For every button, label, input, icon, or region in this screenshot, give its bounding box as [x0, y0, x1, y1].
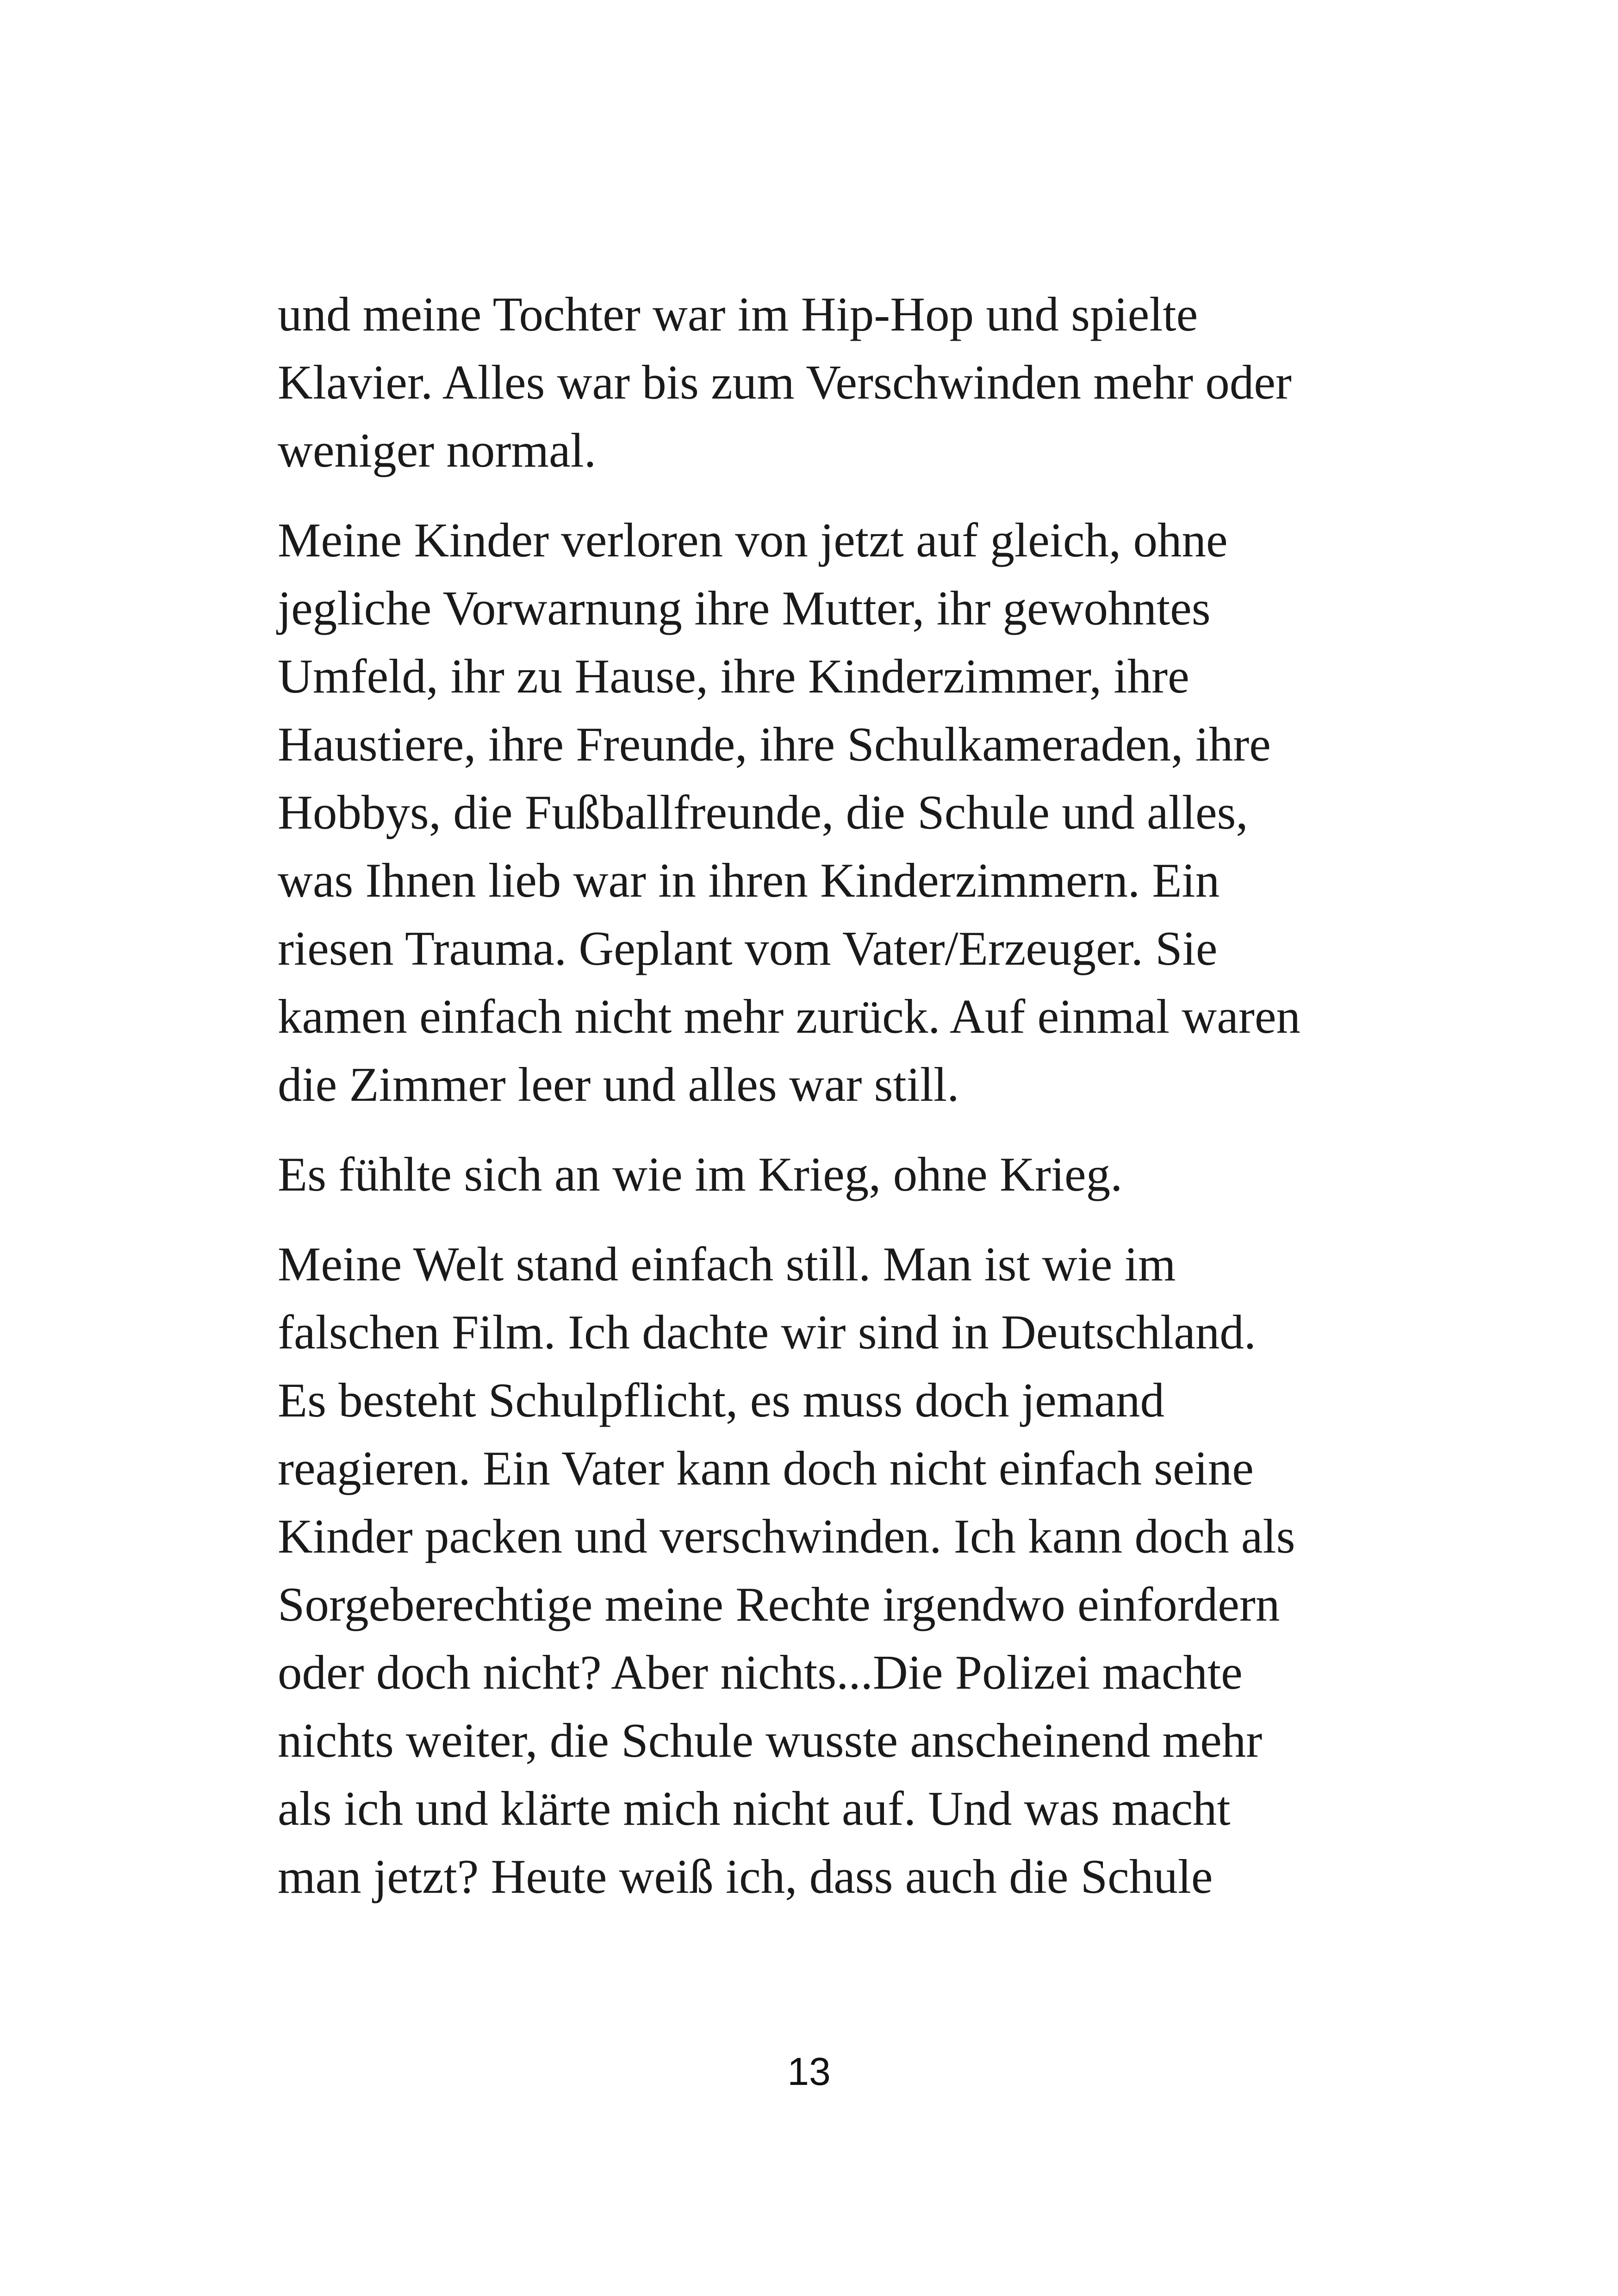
text-line: reagieren. Ein Vater kann doch nicht einfach seine: [278, 1441, 1254, 1495]
text-line: Meine Kinder verloren von jetzt auf gleich, ohne: [278, 513, 1228, 567]
text-line: weniger normal.: [278, 423, 597, 477]
paragraph: [278, 506, 1342, 1118]
text-line: als ich und klärte mich nicht auf. Und was macht: [278, 1781, 1231, 1835]
text-line: Kinder packen und verschwinden. Ich kann doch als: [278, 1509, 1295, 1563]
text-line: was Ihnen lieb war in ihren Kinderzimmern. Ein: [278, 853, 1220, 907]
text-line: man jetzt? Heute weiß ich, dass auch die Schule: [278, 1849, 1213, 1903]
text-line: kamen einfach nicht mehr zurück. Auf einmal waren: [278, 989, 1301, 1043]
text-line: riesen Trauma. Geplant vom Vater/Erzeuger. Sie: [278, 921, 1218, 975]
paragraph: [278, 280, 1342, 484]
text-line: nichts weiter, die Schule wusste anscheinend mehr: [278, 1713, 1263, 1767]
text-line: Hobbys, die Fußballfreunde, die Schule und alles,: [278, 785, 1248, 839]
text-line: falschen Film. Ich dachte wir sind in Deutschland.: [278, 1305, 1257, 1359]
text-line: Klavier. Alles war bis zum Verschwinden mehr oder: [278, 355, 1292, 409]
text-line: Sorgeberechtige meine Rechte irgendwo einfordern: [278, 1577, 1280, 1631]
paragraph: [278, 1230, 1342, 1910]
paragraph: [278, 1140, 1342, 1208]
text-line: Meine Welt stand einfach still. Man ist wie im: [278, 1237, 1176, 1291]
body-text: [278, 280, 1342, 1932]
page-number: 13: [787, 2050, 831, 2093]
text-line: Haustiere, ihre Freunde, ihre Schulkameraden, ihre: [278, 717, 1271, 771]
text-line: oder doch nicht? Aber nichts...Die Polizei machte: [278, 1645, 1243, 1699]
text-line: und meine Tochter war im Hip-Hop und spielte: [278, 287, 1198, 341]
text-line: Es fühlte sich an wie im Krieg, ohne Krieg.: [278, 1147, 1123, 1201]
text-line: die Zimmer leer und alles war still.: [278, 1057, 959, 1111]
text-line: jegliche Vorwarnung ihre Mutter, ihr gewohntes: [278, 581, 1211, 635]
text-line: Es besteht Schulpflicht, es muss doch jemand: [278, 1373, 1164, 1427]
text-line: Umfeld, ihr zu Hause, ihre Kinderzimmer, ihre: [278, 649, 1189, 703]
